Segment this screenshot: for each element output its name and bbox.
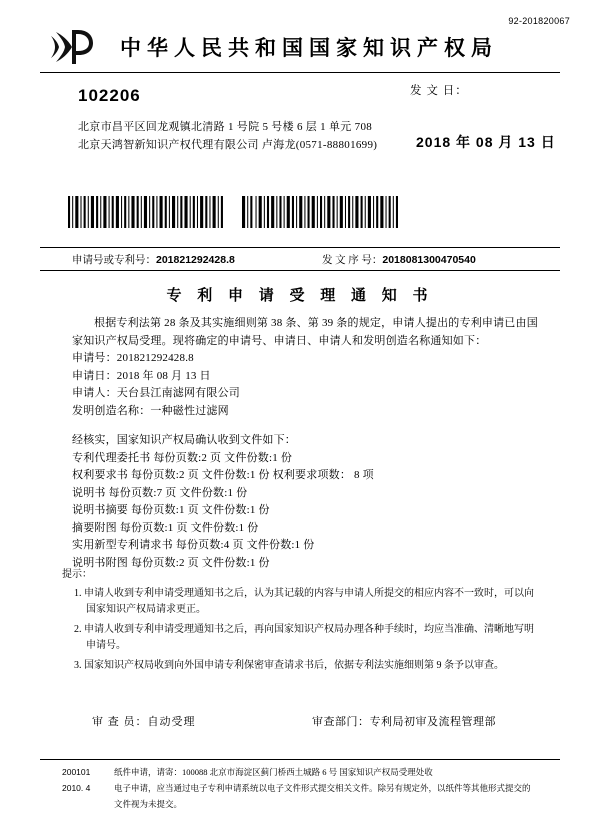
- barcode-left: [68, 196, 224, 228]
- document-item: 实用新型专利请求书 每份页数:4 页 文件份数:1 份: [72, 539, 315, 551]
- footer-line-3: 文件视为未提交。: [114, 799, 183, 809]
- footer-codes: [62, 766, 114, 814]
- identifier-row: [72, 252, 540, 267]
- document-item: 权利要求书 每份页数:2 页 文件份数:1 份 权利要求项数： 8 项: [72, 469, 374, 481]
- serial-number-field: [322, 252, 476, 267]
- document-body: [72, 315, 538, 572]
- note-item: 1. 申请人收到专利申请受理通知书之后，认为其记载的内容与申请人所提交的相应内容不一致时，可以向国家知识产权局请求更正。: [74, 588, 534, 615]
- serial-number-label: 发 文 序 号：: [322, 255, 383, 266]
- department-value: 专利局初审及流程管理部: [369, 716, 496, 728]
- footer-text: [114, 766, 560, 814]
- document-item: 说明书摘要 每份页数:1 页 文件份数:1 份: [72, 504, 270, 516]
- body-paragraph-2: 经核实，国家知识产权局确认收到文件如下：: [72, 434, 296, 446]
- application-number-label: 申请号或专利号：: [72, 255, 156, 266]
- page-title: 专 利 申 请 受 理 通 知 书: [166, 288, 434, 304]
- body-application-date: 申请日：2018 年 08 月 13 日: [72, 369, 211, 382]
- divider-mid: [40, 247, 560, 248]
- note-item: 2. 申请人收到专利申请受理通知书之后，再向国家知识产权局办理各种手续时，均应当准确、清晰地写明申请号。: [74, 624, 534, 651]
- department-field: [312, 713, 496, 729]
- signature-row: [92, 713, 540, 729]
- examiner-value: 自动受理: [147, 716, 196, 728]
- body-application-number: 申请号：201821292428.8: [72, 352, 194, 364]
- note-item: 3. 国家知识产权局收到向外国申请专利保密审查请求书后，依据专利法实施细则第 9 条予以审查。: [74, 660, 504, 671]
- application-number-value: 201821292428.8: [156, 254, 235, 266]
- divider-bottom: [40, 759, 560, 760]
- footer: [62, 766, 560, 814]
- address-line-2: 北京天鸿智新知识产权代理有限公司 卢海龙(0571-88801699): [78, 139, 378, 151]
- document-header: [38, 26, 562, 68]
- serial-number-value: 2018081300470540: [382, 254, 476, 266]
- notes-section: [62, 567, 542, 678]
- body-paragraph-1: 根据专利法第 28 条及其实施细则第 38 条、第 39 条的规定，申请人提出的专利申请已由国家知识产权局受理。现将确定的申请号、申请日、申请人和发明创造名称通知如下：: [72, 317, 538, 347]
- address-block: [78, 86, 398, 154]
- body-applicant: 申请人：天台县江南滤网有限公司: [72, 387, 240, 399]
- document-item: 说明书附图 每份页数:2 页 文件份数:1 份: [72, 556, 270, 569]
- national-emblem-icon: [48, 26, 98, 68]
- address-line-1: 北京市昌平区回龙观镇北清路 1 号院 5 号楼 6 层 1 单元 708: [78, 121, 373, 133]
- department-label: 审查部门：: [312, 716, 370, 728]
- notes-heading: 提示：: [62, 569, 92, 580]
- document-item: 专利代理委托书 每份页数:2 页 文件份数:1 份: [72, 451, 293, 464]
- footer-code-1: 200101: [62, 767, 91, 777]
- document-item: 摘要附图 每份页数:1 页 文件份数:1 份: [72, 521, 259, 534]
- application-number-field: [72, 252, 322, 267]
- document-item: 说明书 每份页数:7 页 文件份数:1 份: [72, 486, 248, 499]
- issue-date-label: 发 文 日：: [410, 85, 468, 97]
- divider-top: [40, 72, 560, 73]
- organization-title: 中华人民共和国国家知识产权局: [120, 36, 498, 60]
- footer-code-2: 2010. 4: [62, 783, 91, 793]
- examiner-label: 审 查 员：: [92, 716, 148, 728]
- barcode-group: [68, 196, 398, 228]
- document-code: 92-201820067: [508, 16, 570, 26]
- issue-block: [410, 82, 570, 152]
- divider-under-identifier: [40, 270, 560, 271]
- barcode-right: [242, 196, 398, 228]
- issue-date-value: 2018 年 08 月 13 日: [416, 134, 556, 150]
- footer-line-1: 纸件申请，请寄：100088 北京市海淀区蓟门桥西土城路 6 号 国家知识产权局受理处收: [114, 767, 433, 777]
- examiner-field: [92, 713, 312, 729]
- postal-code: 102206: [78, 86, 141, 105]
- body-spacer: [72, 420, 538, 432]
- body-invention-title: 发明创造名称：一种磁性过滤网: [72, 404, 229, 417]
- footer-line-2: 电子申请，应当通过电子专利申请系统以电子文件形式提交相关文件。除另有规定外，以纸件等其他形式提交的: [114, 783, 531, 793]
